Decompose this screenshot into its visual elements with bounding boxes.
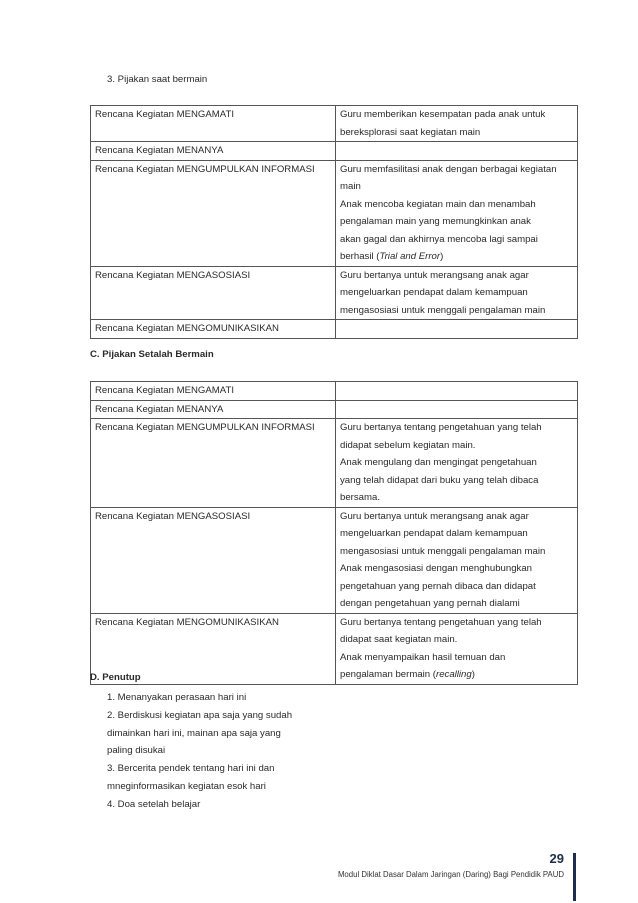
description-line: Guru memfasilitasi anak dengan berbagai kegiatan <box>340 163 557 175</box>
description-cell <box>336 400 578 419</box>
activity-cell: Rencana Kegiatan MENANYA <box>91 400 336 419</box>
footer-module-title: Modul Diklat Dasar Dalam Jaringan (Daring) Bagi Pendidik PAUD <box>337 870 564 879</box>
description-line: pengetahuan yang pernah dibaca dan didapat <box>340 580 536 592</box>
closing-step-line: 4. Doa setelah belajar <box>107 798 201 810</box>
description-line: dengan pengetahuan yang pernah dialami <box>340 598 520 609</box>
description-line: Anak mengulang dan mengingat pengetahuan <box>340 457 537 468</box>
description-line: bersama. <box>340 492 380 503</box>
description-cell <box>336 613 578 684</box>
description-cell <box>336 507 578 613</box>
italic-term: Trial and Error <box>379 251 441 262</box>
closing-step-line: mneginformasikan kegiatan esok hari <box>107 780 266 792</box>
italic-term: recalling <box>436 669 472 680</box>
description-cell <box>336 382 578 401</box>
table-row <box>91 613 578 684</box>
description-line: didapat sebelum kegiatan main. <box>340 439 476 451</box>
description-line: Anak mengasosiasi dengan menghubungkan <box>340 563 533 574</box>
description-cell <box>336 106 578 142</box>
closing-steps-list <box>107 689 292 814</box>
activity-cell: Rencana Kegiatan MENGOMUNIKASIKAN <box>91 613 336 684</box>
description-cell <box>336 419 578 508</box>
section-d-heading: D. Penutup <box>90 672 141 683</box>
line-text: berhasil ( <box>340 251 380 262</box>
description-line: yang telah didapat dari buku yang telah dibaca <box>340 474 539 486</box>
page-number: 29 <box>549 851 564 866</box>
table-row <box>91 419 578 508</box>
description-line: akan gagal dan akhirnya mencoba lagi sampai <box>340 233 538 245</box>
description-line <box>340 666 573 684</box>
description-line: Guru bertanya untuk merangsang anak agar <box>340 510 529 522</box>
closing-step-line: 2. Berdiskusi kegiatan apa saja yang sudah <box>107 709 293 721</box>
line-text: ) <box>440 251 444 262</box>
activity-cell: Rencana Kegiatan MENGASOSIASI <box>91 266 336 320</box>
section-c-heading: C. Pijakan Setalah Bermain <box>90 349 214 360</box>
table-row <box>91 320 578 339</box>
description-line: mengeluarkan pendapat dalam kemampuan <box>340 528 528 539</box>
description-line: bereksplorasi saat kegiatan main <box>340 126 481 138</box>
footer-accent-bar <box>573 853 576 901</box>
table-row <box>91 160 578 266</box>
activity-cell: Rencana Kegiatan MENGUMPULKAN INFORMASI <box>91 160 336 266</box>
table-row <box>91 266 578 320</box>
activity-cell: Rencana Kegiatan MENGUMPULKAN INFORMASI <box>91 419 336 508</box>
description-line: Guru bertanya tentang pengetahuan yang telah <box>340 616 542 628</box>
description-line: Guru memberikan kesempatan pada anak untuk <box>340 109 546 120</box>
description-cell <box>336 160 578 266</box>
description-line: Guru bertanya tentang pengetahuan yang telah <box>340 422 542 433</box>
table-row <box>91 400 578 419</box>
description-line: Anak menyampaikan hasil temuan dan <box>340 651 506 663</box>
description-line: main <box>340 181 361 192</box>
closing-step-line: 1. Menanyakan perasaan hari ini <box>107 692 247 703</box>
line-text: ) <box>471 669 475 680</box>
description-line: mengasosiasi untuk menggali pengalaman main <box>340 304 546 316</box>
description-line: Guru bertanya untuk merangsang anak agar <box>340 269 529 281</box>
activity-cell: Rencana Kegiatan MENGOMUNIKASIKAN <box>91 320 336 339</box>
description-line: mengasosiasi untuk menggali pengalaman main <box>340 545 546 557</box>
activity-cell: Rencana Kegiatan MENGASOSIASI <box>91 507 336 613</box>
line-text: pengalaman bermain ( <box>340 669 436 680</box>
activity-plan-table-after-play <box>90 381 578 685</box>
description-line: mengeluarkan pendapat dalam kemampuan <box>340 287 528 298</box>
activity-cell: Rencana Kegiatan MENGAMATI <box>91 106 336 142</box>
table-row <box>91 106 578 142</box>
description-cell <box>336 266 578 320</box>
activity-cell: Rencana Kegiatan MENGAMATI <box>91 382 336 401</box>
description-line: didapat saat kegiatan main. <box>340 634 458 645</box>
description-line <box>340 248 573 266</box>
description-cell <box>336 320 578 339</box>
closing-step-line: dimainkan hari ini, mainan apa saja yang <box>107 727 281 739</box>
description-line: Anak mencoba kegiatan main dan menambah <box>340 198 536 210</box>
table-row <box>91 507 578 613</box>
description-line: pengalaman main yang memungkinkan anak <box>340 216 531 227</box>
closing-step-line: paling disukai <box>107 745 166 757</box>
activity-plan-table-during-play <box>90 105 578 339</box>
section-subheading: 3. Pijakan saat bermain <box>107 74 208 85</box>
activity-cell: Rencana Kegiatan MENANYA <box>91 142 336 161</box>
table-row <box>91 382 578 401</box>
table-row <box>91 142 578 161</box>
closing-step-line: 3. Bercerita pendek tentang hari ini dan <box>107 763 275 775</box>
description-cell <box>336 142 578 161</box>
